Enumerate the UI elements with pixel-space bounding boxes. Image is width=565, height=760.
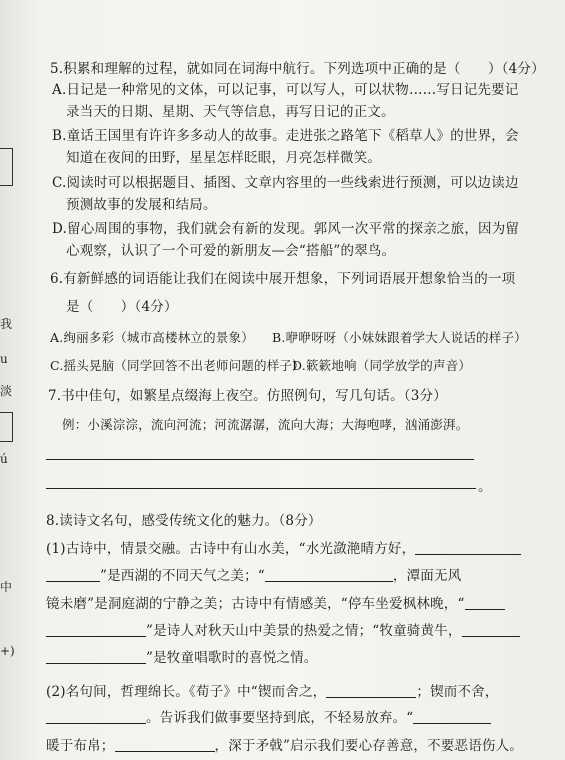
q7-example: 例：小溪淙淙，流向河流；河流潺潺，流向大海；大海咆哮，汹涌澎湃。	[62, 417, 469, 432]
q8-p1-line3	[46, 595, 505, 613]
margin-char: +)	[0, 644, 15, 658]
margin-char: ú	[0, 452, 8, 466]
q8-blank-7[interactable]	[46, 649, 146, 664]
q8-p2-text2: ；锲而不舍，	[416, 684, 499, 700]
q8-p1-text2: ”是西湖的不同天气之美；“	[100, 568, 265, 584]
q7-answer-line-2[interactable]	[46, 488, 476, 489]
q5-option-c-line2: 预测故事的发展和结局。	[66, 197, 217, 213]
q8-blank-6[interactable]	[462, 622, 520, 637]
q6-option-c: C.摇头晃脑（同学回答不出老师问题的样子）	[50, 358, 305, 373]
q8-p1-text1: (1)古诗中，情景交融。古诗中有山水美，“水光潋滟晴方好，	[46, 541, 416, 557]
q8-p1-text3: ，潭面无风	[392, 568, 462, 584]
q8-p1-line4	[46, 622, 520, 640]
q5-option-d-line1: D.留心周围的事物，我们就会有新的发现。郭风一次平常的探亲之旅，因为留	[52, 221, 520, 237]
margin-char: u	[0, 352, 8, 366]
q8-blank-2[interactable]	[46, 567, 100, 582]
q8-p2-line3	[46, 737, 523, 755]
q8-blank-11[interactable]	[115, 737, 215, 752]
q8-blank-3[interactable]	[265, 567, 393, 582]
q5-option-d-line2: 心观察，认识了一个可爱的新朋友—会“搭船”的翠鸟。	[66, 243, 396, 259]
q8-blank-1[interactable]	[415, 540, 521, 555]
q8-blank-10[interactable]	[413, 709, 491, 724]
q5-option-b-line2: 知道在夜间的田野，星星怎样眨眼，月亮怎样微笑。	[66, 150, 382, 166]
margin-box	[0, 412, 13, 442]
q8-p1-text5: ”是诗人对秋天山中美景的热爱之情；“牧童骑黄牛，	[146, 623, 462, 639]
q6-option-d: D.簌簌地响（同学放学的声音）	[292, 358, 472, 373]
q6-stem-line1: 6.有新鲜感的词语能让我们在阅读中展开想象，下列词语展开想象恰当的一项	[50, 271, 516, 287]
q8-p2-text3: 。告诉我们做事要坚持到底，不轻易放弃。“	[146, 710, 414, 726]
q6-option-b: B.咿咿呀呀（小妹妹跟着学大人说话的样子）	[272, 330, 527, 345]
margin-box	[0, 148, 13, 186]
q8-p1-line1	[46, 540, 521, 558]
q8-stem: 8.读诗文名句，感受传统文化的魅力。（8分）	[46, 513, 322, 529]
q8-blank-8[interactable]	[326, 683, 416, 698]
margin-char: 淡	[0, 384, 13, 398]
q5-option-a-line1: A.日记是一种常见的文体，可以记事，可以写人，可以状物……写日记先要记	[52, 82, 519, 98]
q6-option-a: A.绚丽多彩（城市高楼林立的景象）	[50, 330, 254, 345]
q8-p1-text4: 镜未磨”是洞庭湖的宁静之美；古诗中有情感美，“停车坐爱枫林晚，“	[46, 596, 465, 612]
q8-p1-text6: ”是牧童唱歌时的喜悦之情。	[146, 650, 318, 666]
q8-p1-line5	[46, 649, 318, 667]
q7-stem: 7.书中佳句，如繁星点缀海上夜空。仿照例句，写几句话。（3分）	[48, 388, 447, 404]
q6-stem-line2: 是（ ）（4分）	[66, 299, 178, 315]
q8-blank-5[interactable]	[46, 622, 146, 637]
q8-blank-9[interactable]	[46, 709, 146, 724]
q5-option-a-line2: 录当天的日期、星期、天气等信息，再写日记的正文。	[66, 104, 395, 120]
q8-p2-text5: ，深于矛戟”启示我们要心存善意，不要恶语伤人。	[214, 738, 524, 754]
q5-stem: 5.积累和理解的过程，就如同在词海中航行。下列选项中正确的是（ ）（4分）	[50, 61, 545, 77]
q8-p1-line2	[46, 567, 461, 585]
q8-blank-4[interactable]	[465, 595, 505, 610]
q5-option-c-line1: C.阅读时可以根据题目、插图、文章内容里的一些线索进行预测，可以边读边	[52, 175, 519, 191]
q8-p2-line1	[46, 683, 499, 701]
q8-p2-text1: (2)名句间，哲理绵长。《荀子》中“锲而舍之，	[46, 684, 327, 700]
q7-end-mark: 。	[478, 479, 492, 495]
q5-option-b-line1: B.童话王国里有许许多多动人的故事。走进张之路笔下《稻草人》的世界，会	[52, 128, 519, 144]
q7-answer-line-1[interactable]	[46, 459, 474, 460]
q8-p2-text4: 暖于布帛；	[46, 738, 115, 754]
q8-p2-line2	[46, 709, 491, 727]
margin-char: 我	[0, 317, 13, 331]
margin-char: 中	[0, 580, 13, 594]
